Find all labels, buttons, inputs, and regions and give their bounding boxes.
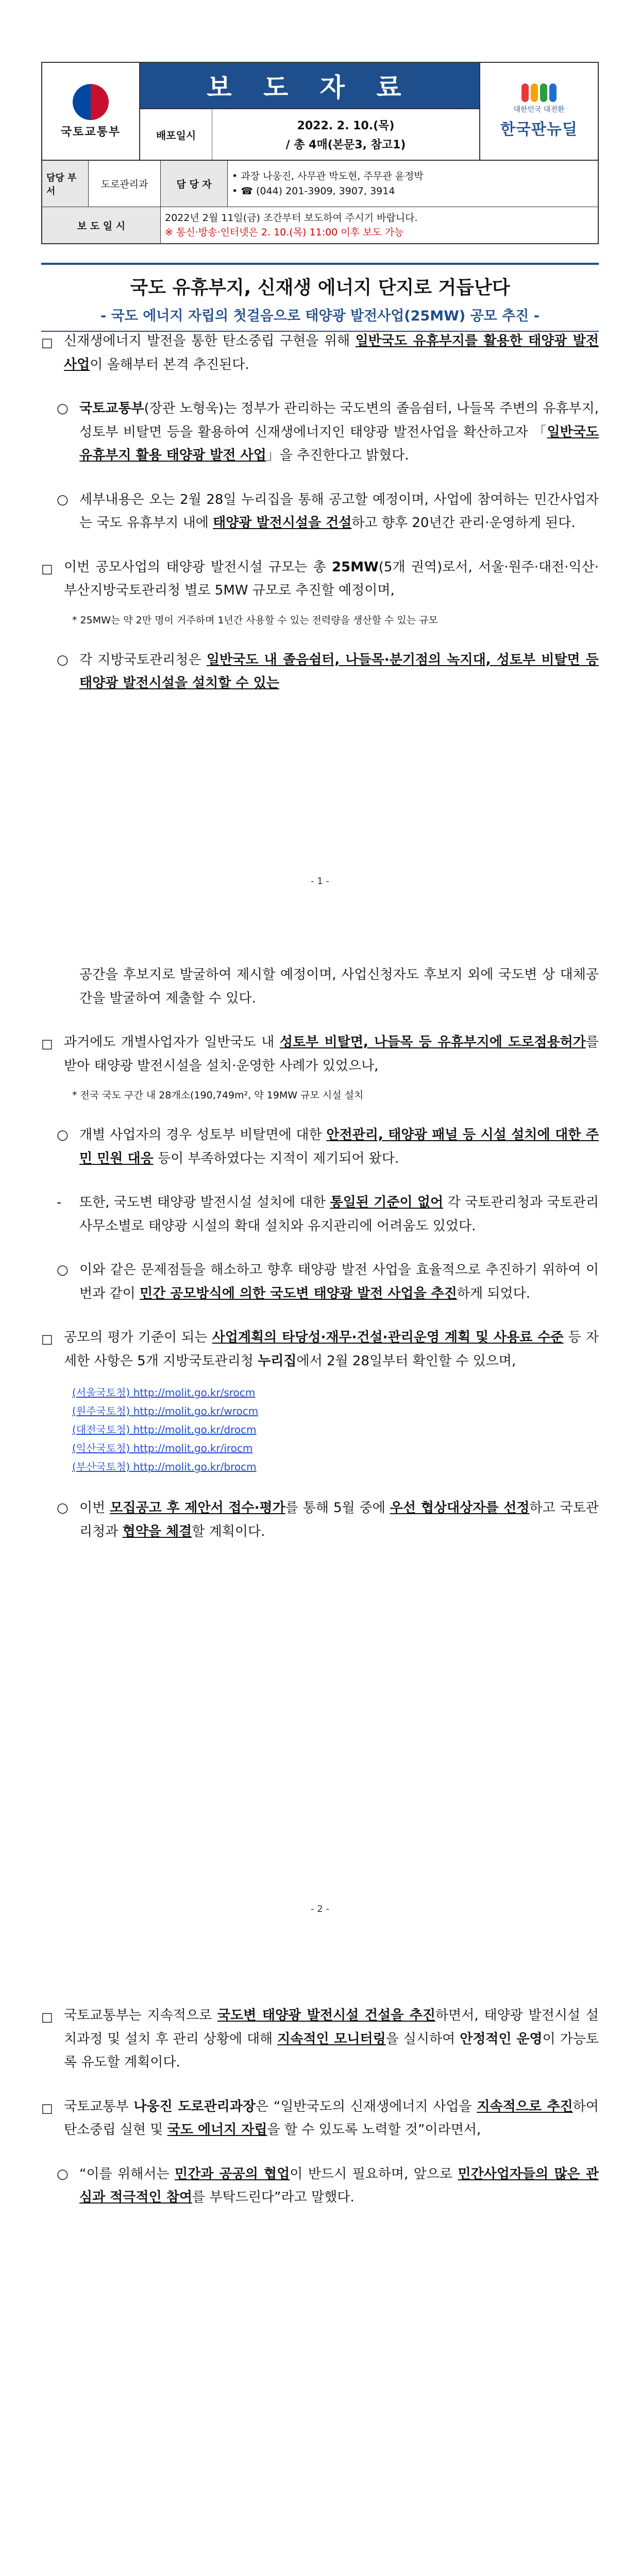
circle-bullet-icon: ○ [57,2166,69,2182]
embargo-label: 보 도 일 시 [42,207,161,243]
link-busan[interactable]: (부산국토청) http://molit.go.kr/brocm [72,1461,257,1473]
paragraph: - 또한, 국도변 태양광 발전시설 설치에 대한 통일된 기준이 없어 각 국토관리청과 국토관리사무소별로 태양광 시설의 확대 설치와 유지관리에 어려움도 있었다. [41,1191,599,1238]
ministry-name: 국토교통부 [60,125,121,139]
brand-main: 한국판뉴딜 [500,121,578,139]
taegeuk-emblem-icon [73,84,109,120]
circle-bullet-icon: ○ [57,1262,69,1278]
circle-bullet-icon: ○ [57,401,69,416]
release-date: 2022. 2. 10.(목) [297,120,395,132]
paragraph: □ 이번 공모사업의 태양광 발전시설 규모는 총 25MW(5개 권역)로서, 서울·원주·대전·익산·부산지방국토관리청 별로 5MW 규모로 추진할 예정이며, [41,556,599,603]
link-daejeon[interactable]: (대전국토청) http://molit.go.kr/drocm [72,1423,257,1436]
page-2 [0,907,640,1932]
square-bullet-icon: □ [41,1037,53,1051]
date-label: 배포일시 [140,109,212,160]
contact-phone: • ☎ (044) 201-3909, 3907, 3914 [232,185,395,197]
page-3 [0,1932,640,2576]
circle-bullet-icon: ○ [57,1500,69,1516]
page-count: / 총 4매(본문3, 참고1) [285,139,406,151]
square-bullet-icon: □ [41,2010,53,2024]
square-bullet-icon: □ [41,561,53,576]
contact-names: • 과장 나웅진, 사무관 박도현, 주무관 윤정박 [232,171,424,182]
new-deal-logo [479,63,598,160]
paragraph: ○ “이를 위해서는 민간과 공공의 협업이 반드시 필요하며, 앞으로 민간사업자들의 많은 관심과 적극적인 참여를 부탁드린다”라고 말했다. [41,2163,599,2210]
person-label: 담 당 자 [161,161,228,207]
circle-bullet-icon: ○ [57,652,69,668]
paragraph: ○ 세부내용은 오는 2월 28일 누리집을 통해 공고할 예정이며, 사업에 참여하는 민간사업자는 국도 유휴부지 내에 태양광 발전시설을 건설하고 향후 20년간 관리·운영하게 된다. [41,488,599,535]
paragraph: ○ 이와 같은 문제점들을 해소하고 향후 태양광 발전 사업을 효율적으로 추진하기 위하여 이번과 같이 민간 공모방식에 의한 국도변 태양광 발전 사업을 추진하게 되었다. [41,1259,599,1306]
dash-bullet-icon: - [57,1195,62,1211]
dept-name: 도로관리과 [89,161,161,207]
paragraph: □ 국토교통부는 지속적으로 국도변 태양광 발전시설 건설을 추진하면서, 태양광 발전시설 설치과정 및 설치 후 관리 상황에 대해 지속적인 모니터링을 실시하여 안정적인 운영이 가능토록 유도할 계획이다. [41,2004,599,2075]
square-bullet-icon: □ [41,1332,53,1347]
paragraph: □ 공모의 평가 기준이 되는 사업계획의 타당성·재무·건설·관리운영 계획 및 사용료 수준 등 자세한 사항은 5개 지방국토관리청 누리집에서 2월 28일부터 확인할 수 있으며, [41,1326,599,1373]
link-iksan[interactable]: (익산국토청) http://molit.go.kr/irocm [72,1442,253,1455]
headline [41,263,599,332]
brand-sub: 대한민국 대전환 [513,106,565,114]
page2-body [41,963,599,1564]
circle-bullet-icon: ○ [57,492,69,507]
paragraph: □ 과거에도 개별사업자가 일반국도 내 성토부 비탈면, 나들목 등 유휴부지에 도로점용허가를 받아 태양광 발전시설을 설치·운영한 사례가 있었으나, [41,1031,599,1078]
embargo-text: 2022년 2월 11일(금) 조간부터 보도하여 주시기 바랍니다. [165,212,418,224]
press-release-title: 보 도 자 료 [140,63,479,109]
page-number: - 2 - [311,1904,329,1914]
paragraph: ○ 개별 사업자의 경우 성토부 비탈면에 대한 안전관리, 태양광 패널 등 시설 설치에 대한 주민 민원 대응 등이 부족하였다는 지적이 제기되어 왔다. [41,1124,599,1171]
sub-title: - 국도 에너지 자립의 첫걸음으로 태양광 발전사업(25MW) 공모 추진 - [100,308,540,324]
new-deal-mark-icon [521,83,557,102]
page-1 [0,0,640,907]
paragraph: ○ 국토교통부(장관 노형욱)는 정부가 관리하는 국도변의 졸음쉼터, 나들목 주변의 유휴부지, 성토부 비탈면 등을 활용하여 신재생에너지인 태양광 발전사업을 확산하고자 「일반국도 유휴부지 활용 태양광 발전 사업」을 추진한다고 밝혔다. [41,397,599,468]
link-wonju[interactable]: (원주국토청) http://molit.go.kr/wrocm [72,1405,259,1418]
paragraph: □ 신재생에너지 발전을 통한 탄소중립 구현을 위해 일반국도 유휴부지를 활용한 태양광 발전 사업이 올해부터 본격 추진된다. [41,330,599,377]
paragraph: ○ 이번 모집공고 후 제안서 접수·평가를 통해 5월 중에 우선 협상대상자를 선정하고 국토관리청과 협약을 체결할 계획이다. [41,1497,599,1544]
paragraph: 공간을 후보지로 발굴하여 제시할 예정이며, 사업신청자도 후보지 외에 국도변 상 대체공간을 발굴하여 제출할 수 있다. [79,967,599,1006]
page-number: - 1 - [311,876,329,887]
page1-body [41,330,599,716]
page3-body [41,2004,599,2230]
paragraph: □ 국토교통부 나웅진 도로관리과장은 “일반국도의 신재생에너지 사업을 지속적으로 추진하여 탄소중립 실현 및 국도 에너지 자립을 할 수 있도록 노력할 것”이라면서, [41,2095,599,2142]
footnote: * 25MW는 약 2만 명이 거주하며 1년간 사용할 수 있는 전력량을 생산할 수 있는 규모 [72,614,438,626]
ministry-logo [42,63,140,160]
square-bullet-icon: □ [41,335,53,350]
square-bullet-icon: □ [41,2100,53,2115]
paragraph: ○ 각 지방국토관리청은 일반국도 내 졸음쉼터, 나들목·분기점의 녹지대, 성토부 비탈면 등 태양광 발전시설을 설치할 수 있는 [41,649,599,696]
footnote: * 전국 국도 구간 내 28개소(190,749m², 약 19MW 규모 시설 설치 [72,1090,364,1101]
press-header [41,62,599,244]
embargo-note: ※ 통신·방송·인터넷은 2. 10.(목) 11:00 이후 보도 가능 [165,227,404,238]
main-title: 국도 유휴부지, 신재생 에너지 단지로 거듭난다 [130,277,510,298]
circle-bullet-icon: ○ [57,1127,69,1143]
regional-links [41,1383,599,1476]
link-seoul[interactable]: (서울국토청) http://molit.go.kr/srocm [72,1386,256,1399]
dept-label: 담당 부서 [42,161,89,207]
